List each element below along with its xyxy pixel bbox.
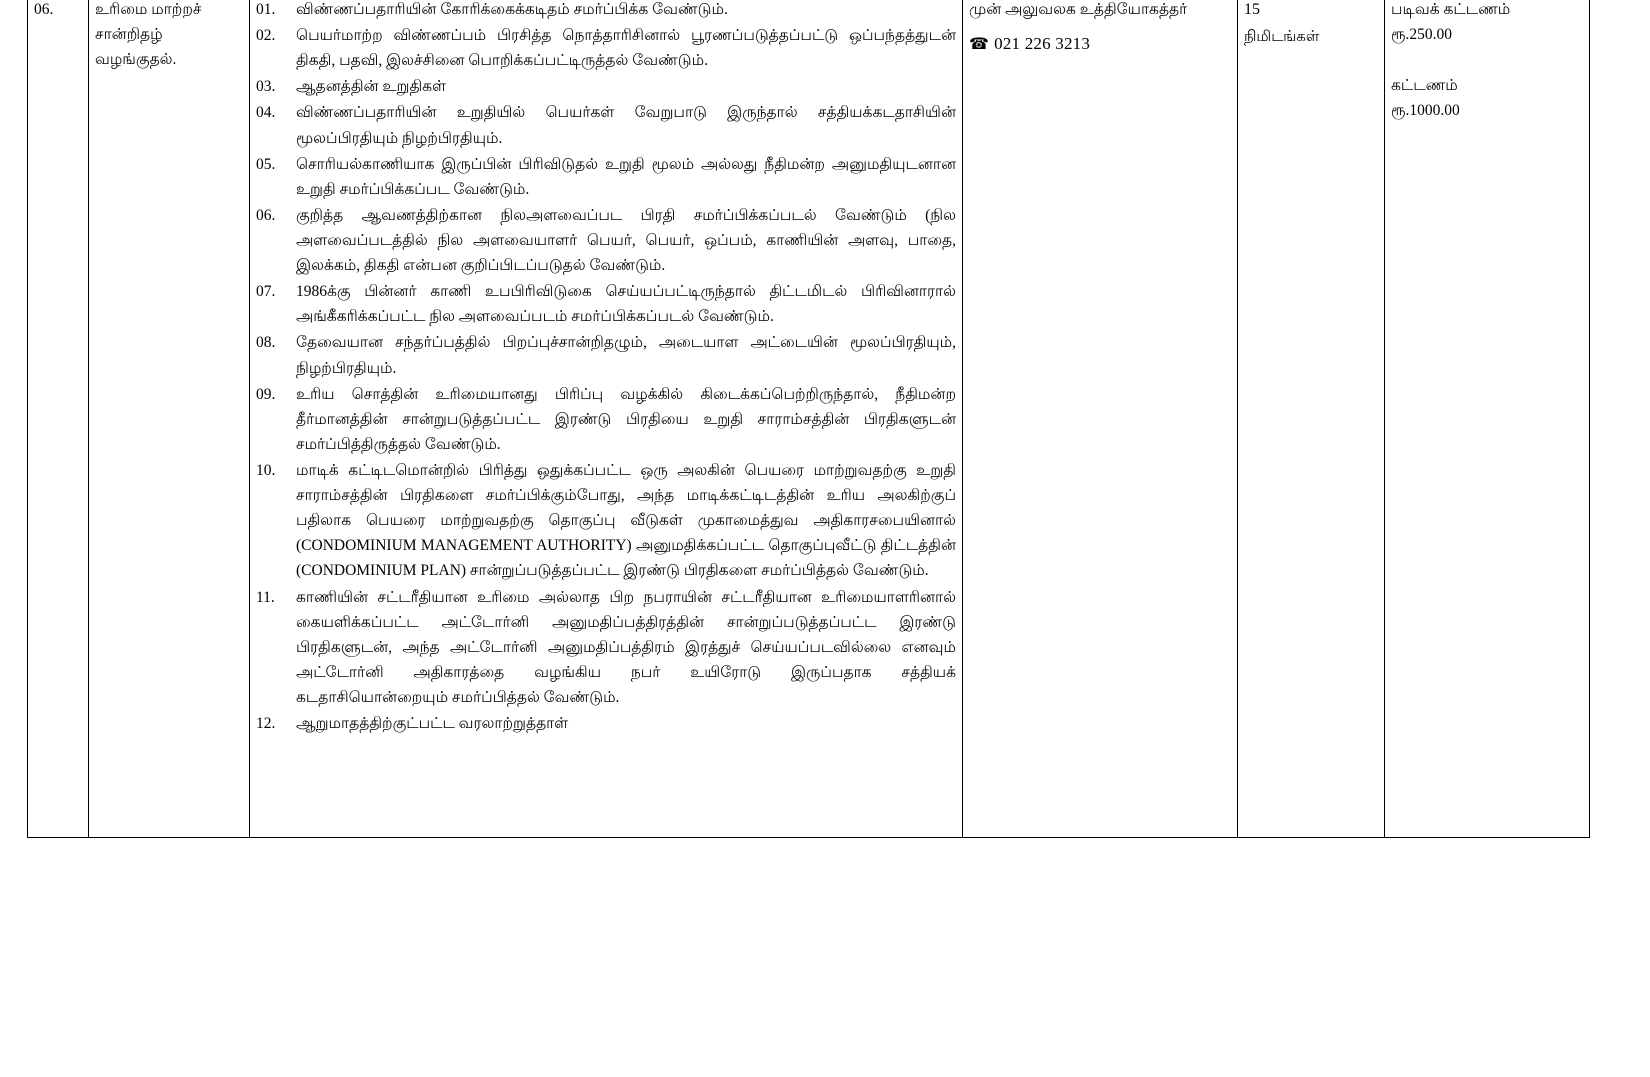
service-fee-block bbox=[1391, 73, 1583, 123]
list-item-number: 06. bbox=[256, 206, 276, 224]
list-item bbox=[256, 279, 956, 329]
service-fee-amount: ரூ.1000.00 bbox=[1391, 102, 1460, 120]
required-documents-list bbox=[256, 0, 956, 736]
required-documents-cell bbox=[250, 0, 963, 838]
list-item bbox=[256, 585, 956, 711]
list-item-text: பெயர்மாற்ற விண்ணப்பம் பிரசித்த நொத்தாரிசினால் பூரணப்படுத்தப்பட்டு ஒப்பந்தத்துடன் திகதி, பதவி, இலச்சினை பொறிக்கப்பட்டிருத்தல் வேண்டும். bbox=[296, 27, 956, 70]
list-item bbox=[256, 458, 956, 584]
form-fee-label: படிவக் கட்டணம் bbox=[1391, 1, 1511, 18]
list-item-text: 1986க்கு பின்னர் காணி உபபிரிவிடுகை செய்யப்பட்டிருந்தால் திட்டமிடல் பிரிவினாரால் அங்கீகரிக்கப்பட்ட நில அளவைப்படம் சமர்ப்பிக்கப்படல் வேண்டும். bbox=[296, 283, 956, 326]
list-item-number: 11. bbox=[256, 588, 275, 606]
list-item-number: 08. bbox=[256, 334, 276, 352]
list-item-number: 01. bbox=[256, 1, 276, 18]
list-item-text: ஆறுமாதத்திற்குட்பட்ட வரலாற்றுத்தாள் bbox=[296, 715, 569, 733]
list-item bbox=[256, 711, 956, 736]
service-name-cell bbox=[89, 0, 250, 838]
list-item-text: காணியின் சட்டரீதியான உரிமை அல்லாத பிற நபராயின் சட்டரீதியான உரிமையாளரினால் கையளிக்கப்பட்ட அட்டோர்னி அனுமதிப்பத்திரத்தின் சான்றுப்படுத்தப்பட்ட இரண்டு பிரதிகளுடன், அந்த அட்டோர்னி அனுமதிப்பத்திரம் இரத்துச் செய்யப்படவில்லை எனவும் அட்டோர்னி அதிகாரத்தை வழங்கிய நபர் உயிரோடு இருப்பதாக சத்தியக் கடதாசியொன்றையும் சமர்ப்பித்தல் வேண்டும். bbox=[296, 588, 956, 706]
processing-time-unit: நிமிடங்கள் bbox=[1244, 28, 1320, 45]
list-item bbox=[256, 152, 956, 202]
list-item-number: 12. bbox=[256, 715, 276, 733]
officer-phone-line bbox=[969, 30, 1231, 58]
responsible-officer-cell bbox=[963, 0, 1238, 838]
fee-cell bbox=[1385, 0, 1590, 838]
list-item bbox=[256, 100, 956, 150]
form-fee-amount: ரூ.250.00 bbox=[1391, 26, 1453, 44]
list-item bbox=[256, 0, 956, 22]
list-item-text: ஆதனத்தின் உறுதிகள் bbox=[296, 78, 447, 96]
telephone-icon: ☎ bbox=[969, 36, 990, 54]
row-number-cell bbox=[28, 0, 89, 838]
list-item-number: 02. bbox=[256, 27, 276, 45]
table-row bbox=[28, 0, 1590, 838]
list-item bbox=[256, 23, 956, 73]
list-item bbox=[256, 203, 956, 278]
list-item-text: விண்ணப்பதாரியின் உறுதியில் பெயர்கள் வேறுபாடு இருந்தால் சத்தியக்கடதாசியின் மூலப்பிரதியும் நிழற்பிரதியும். bbox=[296, 104, 956, 147]
list-item-number: 09. bbox=[256, 385, 276, 403]
list-item-text: தேவையான சந்தர்ப்பத்தில் பிறப்புச்சான்றிதழும், அடையாள அட்டையின் மூலப்பிரதியும், நிழற்பிரதியும். bbox=[296, 334, 956, 377]
list-item-text: மாடிக் கட்டிடமொன்றில் பிரித்து ஒதுக்கப்பட்ட ஒரு அலகின் பெயரை மாற்றுவதற்கு உறுதி சாராம்சத்தின் பிரதிகளை சமர்ப்பிக்கும்போது, அந்த மாடிக்கட்டிடத்தின் உரிய அலகிற்குப் பதிலாக பெயரை மாற்றுவதற்கு தொகுப்பு வீடுகள் முகாமைத்துவ அதிகாரசபையினால் (CONDOMINIUM MANAGEMENT AUTHORITY) அனுமதிக்கப்பட்ட தொகுப்புவீட்டு திட்டத்தின் (CONDOMINIUM PLAN) சான்றுப்படுத்தப்பட்ட இரண்டு பிரதிகளை சமர்ப்பித்தல் வேண்டும். bbox=[296, 461, 956, 580]
list-item bbox=[256, 74, 956, 99]
list-item-number: 10. bbox=[256, 461, 276, 479]
service-details-table bbox=[27, 0, 1590, 838]
list-item-number: 04. bbox=[256, 104, 276, 122]
list-item bbox=[256, 382, 956, 457]
processing-time-cell bbox=[1238, 0, 1385, 838]
service-name: உரிமை மாற்றச் சான்றிதழ் வழங்குதல். bbox=[95, 1, 202, 69]
list-item-text: சொரியல்காணியாக இருப்பின் பிரிவிடுதல் உறுதி மூலம் அல்லது நீதிமன்ற அனுமதியுடனான உறுதி சமர்ப்பிக்கப்பட வேண்டும். bbox=[296, 155, 956, 198]
list-item-text: உரிய சொத்தின் உரிமையானது பிரிப்பு வழக்கில் கிடைக்கப்பெற்றிருந்தால், நீதிமன்ற தீர்மானத்தின் சான்றுபடுத்தப்பட்ட இரண்டு பிரதியை உறுதி சாராம்சத்தின் பிரதிகளுடன் சமர்ப்பித்திருத்தல் வேண்டும். bbox=[296, 385, 956, 453]
officer-phone-number: 021 226 3213 bbox=[994, 34, 1091, 54]
processing-time-value: 15 bbox=[1244, 1, 1260, 18]
list-item-text: குறித்த ஆவணத்திற்கான நிலஅளவைப்பட பிரதி சமர்ப்பிக்கப்படல் வேண்டும் (நில அளவைப்படத்தில் நில அளவையாளர் பெயர், பெயர், ஒப்பம், காணியின் அளவு, பாதை, இலக்கம், திகதி என்பன குறிப்பிடப்படுதல் வேண்டும். bbox=[296, 206, 956, 275]
list-item-text: விண்ணப்பதாரியின் கோரிக்கைக்கடிதம் சமர்ப்பிக்க வேண்டும். bbox=[296, 1, 728, 18]
list-item-number: 03. bbox=[256, 78, 276, 96]
form-fee-block bbox=[1391, 0, 1583, 47]
list-item-number: 05. bbox=[256, 155, 276, 173]
row-number: 06. bbox=[34, 1, 54, 18]
service-fee-label: கட்டணம் bbox=[1391, 77, 1458, 95]
officer-title: முன் அலுவலக உத்தியோகத்தர் bbox=[969, 1, 1188, 18]
list-item bbox=[256, 330, 956, 380]
list-item-number: 07. bbox=[256, 283, 276, 301]
